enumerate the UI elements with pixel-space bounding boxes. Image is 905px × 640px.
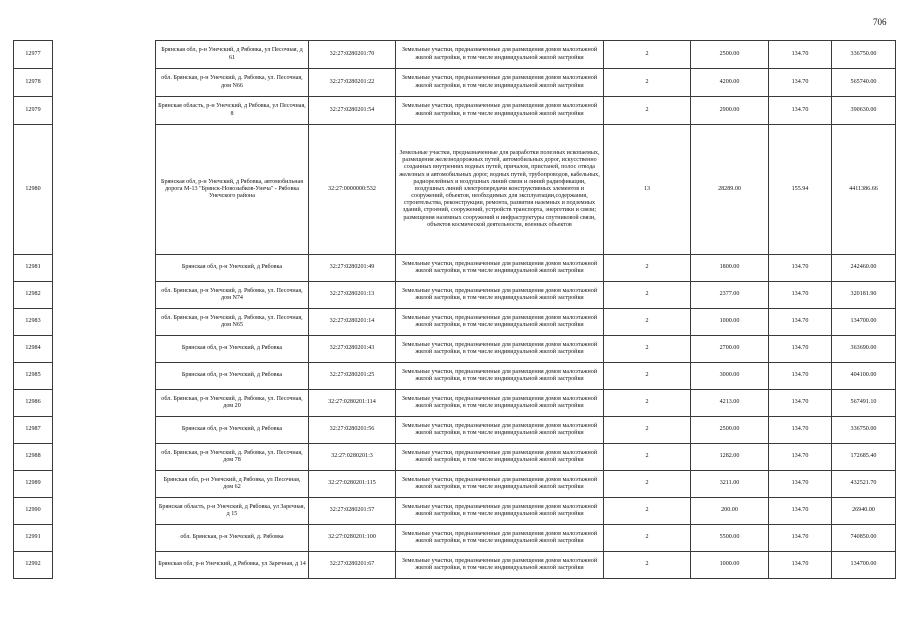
cadastral-value-cell: 432521.70 <box>832 471 896 498</box>
address-cell: Брянская обл, р-н Унечский, д Рябовка, ул Песочная, д 61 <box>156 41 309 69</box>
cadastral-number-cell: 32:27:0280201:54 <box>309 97 396 125</box>
area-cell: 4200.00 <box>691 69 769 97</box>
row-number: 12991 <box>14 525 53 552</box>
cadastral-number-cell: 32:27:0280201:49 <box>309 255 396 282</box>
table-row <box>14 552 896 579</box>
address-cell: Брянская область, р-н Унечский, д Рябовка, ул Заречная, д 15 <box>156 498 309 525</box>
group-number-cell: 2 <box>604 97 691 125</box>
cadastral-number-cell: 32:27:0280201:25 <box>309 363 396 390</box>
row-number: 12980 <box>14 125 53 255</box>
empty-column <box>53 309 156 336</box>
address-cell: обл. Брянская, р-н Унечский, д. Рябовка, ул. Песочная, дом N66 <box>156 69 309 97</box>
empty-column <box>53 417 156 444</box>
area-cell: 1800.00 <box>691 255 769 282</box>
row-number: 12990 <box>14 498 53 525</box>
land-use-cell: Земельные участки, предназначенные для размещения домов малоэтажной жилой застройки, в том числе индивидуальной жилой застройки <box>396 69 604 97</box>
cadastral-number-cell: 32:27:0280201:13 <box>309 282 396 309</box>
rate-cell: 134.70 <box>769 417 832 444</box>
cadastral-value-cell: 565740.00 <box>832 69 896 97</box>
table-row <box>14 498 896 525</box>
land-use-cell: Земельные участки, предназначенные для размещения домов малоэтажной жилой застройки, в том числе индивидуальной жилой застройки <box>396 390 604 417</box>
row-number: 12978 <box>14 69 53 97</box>
land-use-cell: Земельные участки, предназначенные для размещения домов малоэтажной жилой застройки, в том числе индивидуальной жилой застройки <box>396 525 604 552</box>
land-use-cell: Земельные участки, предназначенные для размещения домов малоэтажной жилой застройки, в том числе индивидуальной жилой застройки <box>396 417 604 444</box>
cadastral-value-cell: 172685.40 <box>832 444 896 471</box>
land-use-cell: Земельные участки, предназначенные для размещения домов малоэтажной жилой застройки, в том числе индивидуальной жилой застройки <box>396 97 604 125</box>
rate-cell: 134.70 <box>769 525 832 552</box>
land-use-cell: Земельные участки, предназначенные для размещения домов малоэтажной жилой застройки, в том числе индивидуальной жилой застройки <box>396 444 604 471</box>
area-cell: 4213.00 <box>691 390 769 417</box>
rate-cell: 134.70 <box>769 498 832 525</box>
row-number: 12992 <box>14 552 53 579</box>
group-number-cell: 2 <box>604 444 691 471</box>
rate-cell: 134.70 <box>769 41 832 69</box>
cadastral-value-cell: 336750.00 <box>832 41 896 69</box>
row-number: 12985 <box>14 363 53 390</box>
table-row <box>14 444 896 471</box>
row-number: 12982 <box>14 282 53 309</box>
area-cell: 2500.00 <box>691 417 769 444</box>
row-number: 12987 <box>14 417 53 444</box>
cadastral-value-cell: 242460.00 <box>832 255 896 282</box>
cadastral-number-cell: 32:27:0280201:56 <box>309 417 396 444</box>
group-number-cell: 2 <box>604 390 691 417</box>
address-cell: обл. Брянская, р-н Унечский, д. Рябовка, ул. Песочная, дом 20 <box>156 390 309 417</box>
rate-cell: 134.70 <box>769 255 832 282</box>
empty-column <box>53 471 156 498</box>
area-cell: 2700.00 <box>691 336 769 363</box>
row-number: 12979 <box>14 97 53 125</box>
empty-column <box>53 498 156 525</box>
table-row <box>14 417 896 444</box>
cadastral-value-cell: 336750.00 <box>832 417 896 444</box>
land-use-cell: Земельные участки, предназначенные для размещения домов малоэтажной жилой застройки, в том числе индивидуальной жилой застройки <box>396 552 604 579</box>
cadastral-number-cell: 32:27:0280201:67 <box>309 552 396 579</box>
area-cell: 1282.00 <box>691 444 769 471</box>
rate-cell: 134.70 <box>769 336 832 363</box>
cadastral-value-cell: 740850.00 <box>832 525 896 552</box>
cadastral-value-cell: 26940.00 <box>832 498 896 525</box>
empty-column <box>53 97 156 125</box>
empty-column <box>53 336 156 363</box>
rate-cell: 134.70 <box>769 69 832 97</box>
table-row <box>14 309 896 336</box>
area-cell: 2377.00 <box>691 282 769 309</box>
table-row <box>14 525 896 552</box>
row-number: 12977 <box>14 41 53 69</box>
land-use-cell: Земельные участки, предназначенные для размещения домов малоэтажной жилой застройки, в том числе индивидуальной жилой застройки <box>396 363 604 390</box>
group-number-cell: 2 <box>604 471 691 498</box>
address-cell: Брянская обл, р-н Унечский, д Рябовка <box>156 363 309 390</box>
address-cell: Брянская обл, р-н Унечский, д Рябовка, автомобильная дорога М-13 "Брянск-Новозыбков-Унеча" - Рябовка Унечского района <box>156 125 309 255</box>
address-cell: обл. Брянская, р-н Унечский, д. Рябовка, ул. Песочная, дом 78 <box>156 444 309 471</box>
empty-column <box>53 390 156 417</box>
cadastral-number-cell: 32:27:0280201:43 <box>309 336 396 363</box>
rate-cell: 134.70 <box>769 363 832 390</box>
empty-column <box>53 363 156 390</box>
area-cell: 28289.00 <box>691 125 769 255</box>
table-row <box>14 336 896 363</box>
area-cell: 3211.00 <box>691 471 769 498</box>
empty-column <box>53 255 156 282</box>
group-number-cell: 2 <box>604 417 691 444</box>
group-number-cell: 13 <box>604 125 691 255</box>
cadastral-number-cell: 32:27:0280201:70 <box>309 41 396 69</box>
empty-column <box>53 552 156 579</box>
rate-cell: 134.70 <box>769 471 832 498</box>
area-cell: 2900.00 <box>691 97 769 125</box>
area-cell: 200.00 <box>691 498 769 525</box>
land-use-cell: Земельные участки, предназначенные для размещения домов малоэтажной жилой застройки, в том числе индивидуальной жилой застройки <box>396 336 604 363</box>
rate-cell: 134.70 <box>769 390 832 417</box>
cadastral-number-cell: 32:27:0280201:115 <box>309 471 396 498</box>
cadastral-value-cell: 320181.90 <box>832 282 896 309</box>
row-number: 12983 <box>14 309 53 336</box>
cadastral-value-cell: 390630.00 <box>832 97 896 125</box>
group-number-cell: 2 <box>604 552 691 579</box>
table-row <box>14 97 896 125</box>
rate-cell: 134.70 <box>769 444 832 471</box>
rate-cell: 134.70 <box>769 552 832 579</box>
rate-cell: 134.70 <box>769 282 832 309</box>
land-use-cell: Земельные участки, предназначенные для разработки полезных ископаемых, размещения железнодорожных путей, автомобильных дорог, искусственно созданных внутренних водных путей, причалов, пристаней, полос отвода железных и автомобильных дорог, водных путей, трубопроводов, кабельных, радиорелейных и воздушных линий связи и линий радиофикации, воздушных линий электропередачи конструктивных элементов и сооружений, объектов, необходимых для эксплуатации,содержания, строительства, реконструкции, ремонта, развития наземных и подземных зданий, строений, сооружений, устройств транспорта, энергетики и связи; размещения наземных сооружений и инфраструктуры спутниковой связи, объектов космической деятельности, военных объектов <box>396 125 604 255</box>
address-cell: Брянская обл, р-н Унечский, д Рябовка, ул Заречная, д 14 <box>156 552 309 579</box>
cadastral-number-cell: 32:27:0280201:114 <box>309 390 396 417</box>
group-number-cell: 2 <box>604 336 691 363</box>
address-cell: Брянская обл, р-н Унечский, д Рябовка, ул Песочная, дом 62 <box>156 471 309 498</box>
table-row <box>14 363 896 390</box>
land-use-cell: Земельные участки, предназначенные для размещения домов малоэтажной жилой застройки, в том числе индивидуальной жилой застройки <box>396 282 604 309</box>
land-use-cell: Земельные участки, предназначенные для размещения домов малоэтажной жилой застройки, в том числе индивидуальной жилой застройки <box>396 255 604 282</box>
address-cell: Брянская обл, р-н Унечский, д Рябовка <box>156 255 309 282</box>
page-number: 706 <box>873 17 887 27</box>
empty-column <box>53 525 156 552</box>
area-cell: 1000.00 <box>691 309 769 336</box>
table-row <box>14 125 896 255</box>
land-use-cell: Земельные участки, предназначенные для размещения домов малоэтажной жилой застройки, в том числе индивидуальной жилой застройки <box>396 498 604 525</box>
area-cell: 2500.00 <box>691 41 769 69</box>
cadastral-number-cell: 32:27:0280201:3 <box>309 444 396 471</box>
row-number: 12981 <box>14 255 53 282</box>
cadastral-number-cell: 32:27:0280201:100 <box>309 525 396 552</box>
group-number-cell: 2 <box>604 498 691 525</box>
address-cell: Брянская обл, р-н Унечский, д Рябовка <box>156 336 309 363</box>
table-row <box>14 255 896 282</box>
cadastral-number-cell: 32:27:0280201:14 <box>309 309 396 336</box>
address-cell: Брянская область, р-н Унечский, д Рябовка, ул Песочная, 8 <box>156 97 309 125</box>
group-number-cell: 2 <box>604 525 691 552</box>
row-number: 12989 <box>14 471 53 498</box>
cadastral-value-cell: 567491.10 <box>832 390 896 417</box>
land-use-cell: Земельные участки, предназначенные для размещения домов малоэтажной жилой застройки, в том числе индивидуальной жилой застройки <box>396 309 604 336</box>
cadastral-value-cell: 4411386.66 <box>832 125 896 255</box>
group-number-cell: 2 <box>604 41 691 69</box>
cadastral-number-cell: 32:27:0000000:532 <box>309 125 396 255</box>
cadastral-value-table <box>13 40 896 579</box>
cadastral-value-cell: 404100.00 <box>832 363 896 390</box>
address-cell: Брянская обл, р-н Унечский, д Рябовка <box>156 417 309 444</box>
group-number-cell: 2 <box>604 282 691 309</box>
empty-column <box>53 69 156 97</box>
table-row <box>14 41 896 69</box>
table-row <box>14 69 896 97</box>
group-number-cell: 2 <box>604 255 691 282</box>
group-number-cell: 2 <box>604 69 691 97</box>
address-cell: обл. Брянская, р-н Унечский, д. Рябовка <box>156 525 309 552</box>
row-number: 12984 <box>14 336 53 363</box>
area-cell: 3000.00 <box>691 363 769 390</box>
cadastral-number-cell: 32:27:0280201:57 <box>309 498 396 525</box>
land-use-cell: Земельные участки, предназначенные для размещения домов малоэтажной жилой застройки, в том числе индивидуальной жилой застройки <box>396 471 604 498</box>
rate-cell: 134.70 <box>769 309 832 336</box>
empty-column <box>53 125 156 255</box>
table-row <box>14 471 896 498</box>
rate-cell: 134.70 <box>769 97 832 125</box>
group-number-cell: 2 <box>604 363 691 390</box>
empty-column <box>53 444 156 471</box>
empty-column <box>53 41 156 69</box>
address-cell: обл. Брянская, р-н Унечский, д. Рябовка, ул. Песочная, дом N74 <box>156 282 309 309</box>
group-number-cell: 2 <box>604 309 691 336</box>
area-cell: 1000.00 <box>691 552 769 579</box>
rate-cell: 155.94 <box>769 125 832 255</box>
row-number: 12986 <box>14 390 53 417</box>
cadastral-value-cell: 134700.00 <box>832 552 896 579</box>
land-use-cell: Земельные участки, предназначенные для размещения домов малоэтажной жилой застройки, в том числе индивидуальной жилой застройки <box>396 41 604 69</box>
address-cell: обл. Брянская, р-н Унечский, д. Рябовка, ул. Песочная, дом N65 <box>156 309 309 336</box>
empty-column <box>53 282 156 309</box>
cadastral-value-cell: 134700.00 <box>832 309 896 336</box>
row-number: 12988 <box>14 444 53 471</box>
table-row <box>14 282 896 309</box>
table-row <box>14 390 896 417</box>
area-cell: 5500.00 <box>691 525 769 552</box>
cadastral-number-cell: 32:27:0280201:22 <box>309 69 396 97</box>
cadastral-value-cell: 363690.00 <box>832 336 896 363</box>
